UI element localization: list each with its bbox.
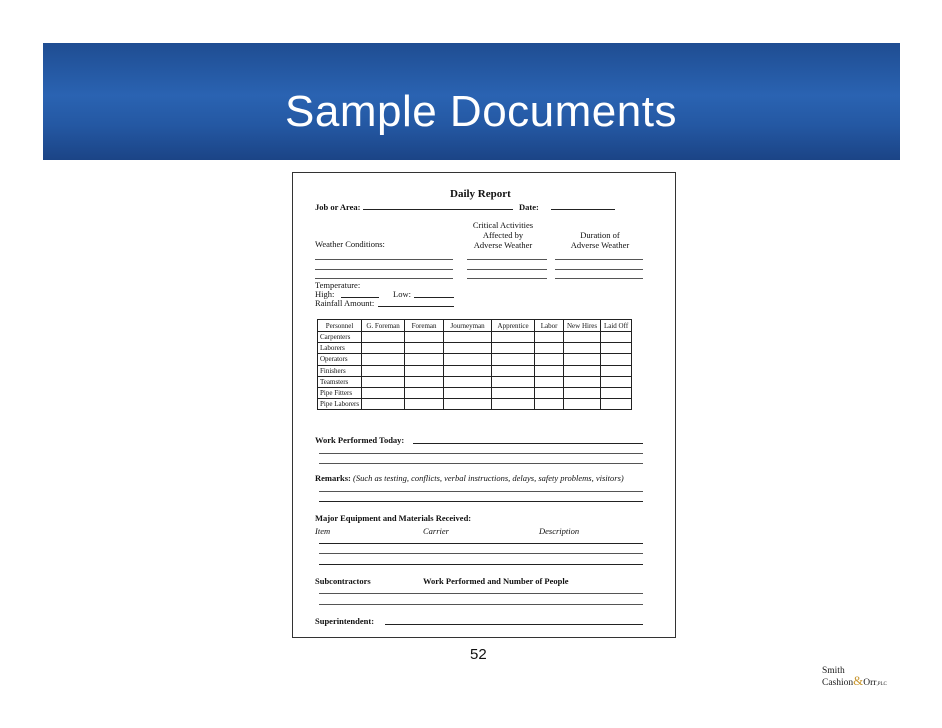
table-cell [601,354,632,365]
table-cell [564,387,601,398]
critical-line [467,278,547,279]
remarks-hint: (Such as testing, conflicts, verbal instructions, delays, safety problems, visitors) [353,473,624,483]
table-cell [492,387,535,398]
document-image [292,172,676,638]
logo-line-2 [822,673,887,690]
low-line [414,297,454,298]
critical-header-line-1: Critical Activities [472,220,534,230]
table-row [318,399,632,410]
low-label: Low: [393,289,411,299]
table-cell [601,343,632,354]
table-cell [564,399,601,410]
table-cell [535,376,564,387]
page-number: 52 [470,646,487,663]
rainfall-label: Rainfall Amount: [315,298,375,308]
equipment-line [319,543,643,544]
superintendent-line [385,624,643,625]
rainfall-line [378,306,454,307]
table-cell [362,332,405,343]
table-cell [492,343,535,354]
daily-report-form [293,173,675,637]
remarks-line [319,491,643,492]
table-cell [564,376,601,387]
table-cell [405,376,444,387]
work-performed-label: Work Performed Today: [315,435,405,445]
table-cell [601,387,632,398]
weather-line [315,259,453,260]
logo-suffix: ,PLC [876,682,887,687]
table-cell [444,365,492,376]
subcontractor-line [319,593,643,594]
work-performed-line [319,463,643,464]
header-personnel: Personnel [318,320,362,332]
logo-cashion: Cashion [822,678,854,688]
table-cell [564,332,601,343]
title-banner [43,43,900,160]
table-cell [362,354,405,365]
row-label: Pipe Fitters [318,387,362,398]
table-cell [601,399,632,410]
critical-header-line-2: Affected by [482,230,524,240]
table-cell [362,365,405,376]
high-label: High: [315,289,335,299]
duration-line [555,278,643,279]
table-cell [535,399,564,410]
slide-title: Sample Documents [285,87,677,136]
table-cell [492,354,535,365]
equipment-line [319,564,643,565]
table-cell [601,365,632,376]
work-performed-line [413,443,643,444]
table-cell [444,354,492,365]
equipment-label: Major Equipment and Materials Received: [315,513,472,523]
table-cell [405,399,444,410]
description-label: Description [539,526,580,536]
work-people-label: Work Performed and Number of People [423,576,569,586]
personnel-table [317,319,632,410]
critical-line [467,259,547,260]
equipment-line [319,553,643,554]
header-foreman: Foreman [405,320,444,332]
date-label: Date: [519,202,539,212]
table-cell [492,365,535,376]
table-cell [535,365,564,376]
table-cell [444,332,492,343]
table-cell [362,343,405,354]
table-cell [444,399,492,410]
table-cell [444,343,492,354]
row-label: Pipe Laborers [318,399,362,410]
report-title: Daily Report [450,188,511,200]
table-cell [564,343,601,354]
item-label: Item [315,526,331,536]
subcontractor-line [319,604,643,605]
weather-conditions-label: Weather Conditions: [315,239,385,249]
row-label: Carpenters [318,332,362,343]
table-cell [601,376,632,387]
table-row [318,387,632,398]
carrier-label: Carrier [423,526,449,536]
logo-orr: Orr [863,678,877,688]
table-cell [492,332,535,343]
table-cell [601,332,632,343]
weather-line [315,278,453,279]
job-area-line [363,209,513,210]
logo-line-1: Smith [822,666,845,676]
critical-activities-header [463,220,543,250]
duration-header-line-1: Duration of [580,230,620,240]
job-area-label: Job or Area: [315,202,361,212]
table-cell [535,354,564,365]
personnel-header-row [318,320,632,332]
duration-header-line-2: Adverse Weather [570,240,630,250]
table-cell [405,354,444,365]
table-cell [564,354,601,365]
table-row [318,354,632,365]
table-cell [362,399,405,410]
header-laid-off: Laid Off [601,320,632,332]
table-cell [564,365,601,376]
critical-header-line-3: Adverse Weather [473,240,533,250]
table-cell [535,343,564,354]
temperature-label: Temperature: [315,280,361,290]
table-cell [535,332,564,343]
table-row [318,332,632,343]
logo-ampersand: & [853,673,864,688]
header-apprentice: Apprentice [492,320,535,332]
duration-line [555,259,643,260]
superintendent-label: Superintendent: [315,616,375,626]
table-row [318,376,632,387]
table-cell [405,343,444,354]
table-row [318,365,632,376]
table-cell [492,376,535,387]
table-cell [444,387,492,398]
table-cell [405,365,444,376]
table-cell [535,387,564,398]
table-cell [362,376,405,387]
table-cell [492,399,535,410]
header-labor: Labor [535,320,564,332]
table-cell [444,376,492,387]
table-cell [362,387,405,398]
row-label: Finishers [318,365,362,376]
remarks-label: Remarks: [315,473,351,483]
duration-header [555,230,645,250]
remarks-line [319,501,643,502]
company-logo [822,666,887,690]
work-performed-line [319,453,643,454]
date-line [551,209,615,210]
header-journeyman: Journeyman [444,320,492,332]
duration-line [555,269,643,270]
row-label: Laborers [318,343,362,354]
subcontractors-label: Subcontractors [315,576,371,586]
remarks-row [315,473,624,483]
table-row [318,343,632,354]
header-g-foreman: G. Foreman [362,320,405,332]
critical-line [467,269,547,270]
weather-line [315,269,453,270]
header-new-hires: New Hires [564,320,601,332]
table-cell [405,332,444,343]
row-label: Teamsters [318,376,362,387]
row-label: Operators [318,354,362,365]
table-cell [405,387,444,398]
